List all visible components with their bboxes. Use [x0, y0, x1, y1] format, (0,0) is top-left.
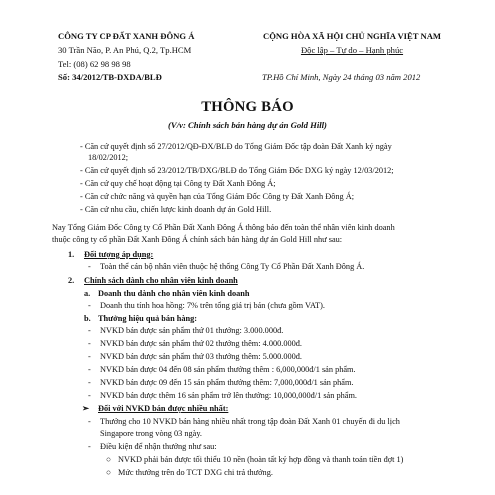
section-heading: Chính sách dành cho nhân viên kinh doanh	[84, 276, 238, 285]
intro-line: thuộc công ty cổ phần Đất Xanh Đông Á chính sách bán hàng dự án Gold Hill như sau:	[52, 235, 343, 244]
nation-motto: Độc lập – Tự do – Hạnh phúc	[300, 45, 404, 55]
document-title: THÔNG BÁO	[201, 99, 294, 115]
company-phone: Tel: (08) 62 98 98 98	[58, 59, 131, 69]
basis-line: - Căn cứ quyết định số 27/2012/QĐ-ĐX/BLĐ do Tổng Giám Đốc tập đoàn Đất Xanh ký ngày	[80, 142, 392, 151]
document-subtitle: (V/v: Chính sách bán hàng dự án Gold Hill)	[168, 120, 327, 130]
bonus-item: NVKD bán được sản phẩm thứ 02 thưởng thêm: 4.000.000đ.	[100, 339, 303, 348]
subsection-bullet: Doanh thu tính hoa hồng: 7% trên tổng giá trị bán (chưa gồm VAT).	[100, 301, 325, 310]
section-number: 1.	[68, 250, 75, 259]
document-number: Số: 34/2012/TB-DXDA/BLĐ	[58, 72, 162, 82]
subsection-heading: Đối với NVKD bán được nhiều nhất:	[98, 404, 229, 413]
condition-line: NVKD phải bán được tối thiểu 10 nền (hoàn tất ký hợp đồng và thanh toán tiền đợt 1)	[118, 455, 404, 464]
reward-line: Điều kiện để nhận thưởng như sau:	[100, 442, 217, 451]
nation-heading: CỘNG HÒA XÃ HỘI CHỦ NGHĨA VIỆT NAM	[262, 31, 442, 41]
bullet-dash: -	[88, 365, 91, 374]
bullet-dash: -	[88, 301, 91, 310]
section-number: 2.	[68, 276, 75, 285]
section-heading: Đối tượng áp dụng:	[84, 250, 154, 259]
condition-line: Mức thưởng trên do TCT DXG chi trả thưởng.	[118, 468, 273, 477]
bullet-dash: -	[88, 417, 91, 426]
bonus-item: NVKD bán được sản phẩm thứ 01 thưởng: 3.000.000đ.	[100, 326, 284, 335]
circle-bullet-icon: ○	[106, 468, 112, 477]
date-place: TP.Hồ Chí Minh, Ngày 24 tháng 03 năm 2012	[262, 72, 421, 82]
section1-bullet: Toàn thể cán bộ nhân viên thuộc hệ thống Công Ty Cổ Phần Đất Xanh Đông Á.	[100, 262, 365, 271]
basis-line: - Căn cứ chức năng và quyền hạn của Tổng Giám Đốc Công ty Đất Xanh Đông Á;	[80, 192, 355, 201]
bullet-dash: -	[88, 391, 91, 400]
bonus-item: NVKD bán được thêm 16 sản phẩm trở lên thưởng: 10,000,000đ/1 sản phẩm.	[100, 391, 357, 400]
bullet-dash: -	[88, 442, 91, 451]
basis-line: - Căn cứ nhu cầu, chiến lược kinh doanh dự án Gold Hill.	[80, 205, 272, 214]
bullet-dash: -	[88, 352, 91, 361]
bonus-item: NVKD bán được 09 đến 15 sản phẩm thưởng thêm: 7,000,000đ/1 sản phẩm.	[100, 378, 354, 387]
reward-line: Singapore trong vòng 03 ngày.	[100, 429, 203, 438]
subsection-letter: b.	[84, 314, 91, 323]
bullet-dash: -	[88, 326, 91, 335]
bullet-dash: -	[88, 378, 91, 387]
reward-line: Thưởng cho 10 NVKD bán hàng nhiều nhất trong tập đoàn Đất Xanh 01 chuyến đi du lịch	[100, 417, 400, 426]
basis-line: - Căn cứ quyết định số 23/2012/TB/DXG/BLĐ do Tổng Giám Đốc DXG ký ngày 12/03/2012;	[80, 166, 394, 175]
circle-bullet-icon: ○	[106, 455, 112, 464]
arrow-bullet-icon: ➢	[82, 404, 89, 413]
subsection-heading: Thưởng hiệu quả bán hàng:	[98, 314, 198, 323]
bonus-item: NVKD bán được sản phẩm thứ 03 thưởng thêm: 5.000.000đ.	[100, 352, 303, 361]
basis-line: - Căn cứ quy chế hoạt động tại Công ty Đất Xanh Đông Á;	[80, 179, 276, 188]
company-name: CÔNG TY CP ĐẤT XANH ĐÔNG Á	[58, 31, 195, 41]
intro-line: Nay Tổng Giám Đốc Công ty Cổ Phần Đất Xanh Đông Á thông báo đến toàn thể nhân viên kinh doanh	[52, 223, 395, 232]
basis-line: 18/02/2012;	[88, 153, 129, 162]
subsection-letter: a.	[84, 289, 91, 298]
company-address: 30 Trần Não, P. An Phú, Q.2, Tp.HCM	[58, 45, 192, 55]
subsection-heading: Doanh thu dành cho nhân viên kinh doanh	[98, 289, 250, 298]
bullet-dash: -	[88, 262, 91, 271]
bullet-dash: -	[88, 339, 91, 348]
bonus-item: NVKD bán được 04 đến 08 sản phẩm thưởng thêm : 6,000,000đ/1 sản phẩm.	[100, 365, 356, 374]
